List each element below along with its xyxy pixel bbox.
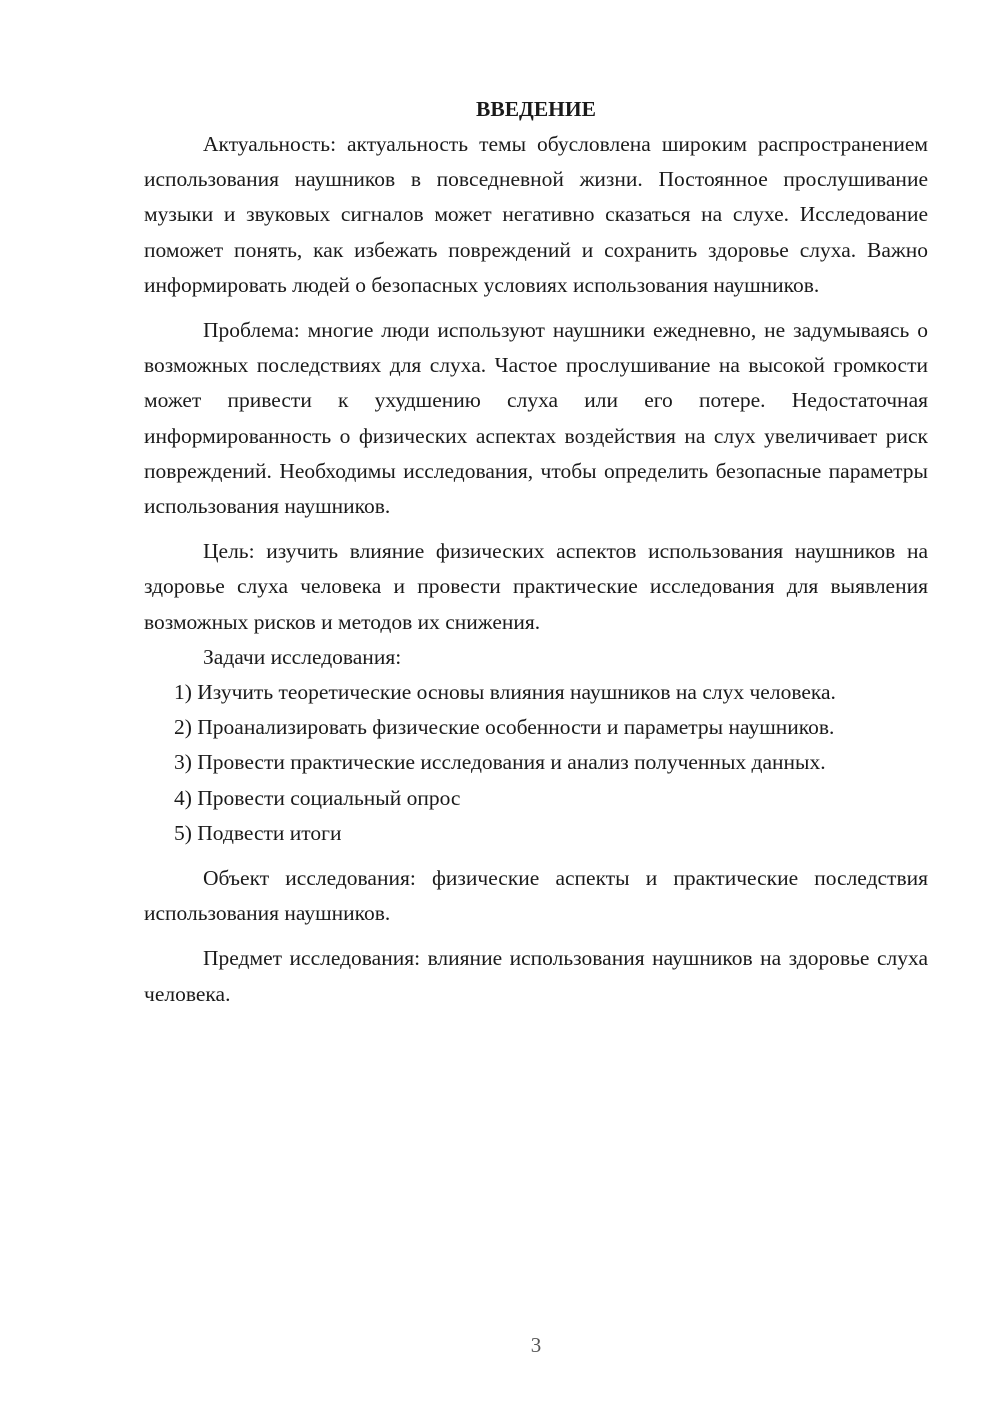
task-item: 3) Провести практические исследования и анализ полученных данных. bbox=[174, 750, 826, 775]
task-item: 2) Проанализировать физические особенности и параметры наушников. bbox=[174, 715, 835, 740]
problem-paragraph: Проблема: многие люди используют наушники ежедневно, не задумываясь о возможных последствиях для слуха. Частое прослушивание на высокой громкости может привести к ухудшению слуха или его потере. Недостаточная информированность о физических аспектах воздействия на слух увеличивает риск повреждений. Необходимы исследования, чтобы определить безопасные параметры использования наушников. bbox=[144, 318, 928, 519]
page-number: 3 bbox=[530, 1333, 542, 1357]
tasks-heading: Задачи исследования: bbox=[203, 644, 402, 669]
task-item: 4) Провести социальный опрос bbox=[174, 785, 461, 810]
object-paragraph: Объект исследования: физические аспекты и практические последствия использования наушников. bbox=[144, 866, 928, 926]
task-item: 5) Подвести итоги bbox=[174, 820, 342, 845]
goal-paragraph: Цель: изучить влияние физических аспектов использования наушников на здоровье слуха человека и провести практические исследования для выявления возможных рисков и методов их снижения. bbox=[144, 539, 928, 634]
section-title: ВВЕДЕНИЕ bbox=[476, 97, 596, 121]
subject-paragraph: Предмет исследования: влияние использования наушников на здоровье слуха человека. bbox=[144, 946, 928, 1006]
document-page bbox=[144, 92, 928, 1012]
task-item: 1) Изучить теоретические основы влияния наушников на слух человека. bbox=[174, 680, 836, 705]
relevance-paragraph: Актуальность: актуальность темы обусловлена широким распространением использования наушников в повседневной жизни. Постоянное прослушивание музыки и звуковых сигналов может негативно сказаться на слухе. Исследование поможет понять, как избежать повреждений и сохранить здоровье слуха. Важно информировать людей о безопасных условиях использования наушников. bbox=[144, 132, 928, 297]
